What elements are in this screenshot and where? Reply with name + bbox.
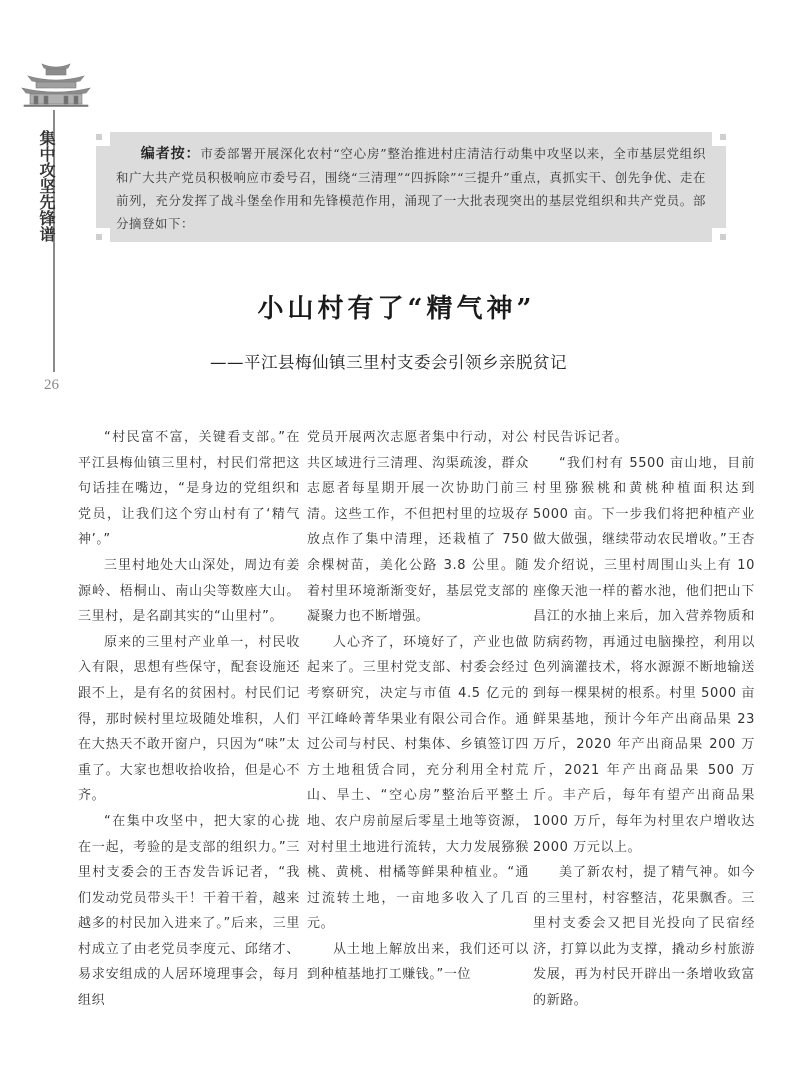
- editor-note-box: [96, 132, 726, 242]
- paragraph: 从土地上解放出来，我们还可以到种植基地打工赚钱。”一位: [307, 941, 529, 983]
- paragraph: 人心齐了，环境好了，产业也做起来了。三里村党支部、村委会经过考察研究，决定与市值 4.5 亿元的平江峰岭菁华果业有限公司合作。通过公司与村民、村集体、乡镇签订四方土地租赁合同，充分利用全村荒山、旱土、“空心房”整治后平整土地、农户房前屋后零星土地等资源，对村里土地进行流转，大力发展猕猴桃、黄桃、柑橘等鲜果种植业。“通过流转土地，一亩地多收入了几百元。: [307, 634, 529, 932]
- paragraph: 党员开展两次志愿者集中行动，对公共区域进行三清理、沟渠疏浚，群众志愿者每星期开展一次协助门前三清。这些工作，不但把村里的垃圾存放点作了集中清理，还栽植了 750 余棵树苗，美化公路 3.8 公里。随着村里环境渐渐变好，基层党支部的凝聚力也不断增强。: [307, 430, 529, 625]
- article-subtitle: ——平江县梅仙镇三里村支委会引领乡亲脱贫记: [210, 353, 567, 372]
- paragraph: “我们村有 5500 亩山地，目前村里猕猴桃和黄桃种植面积达到 5000 亩。下一步我们将把种植产业做大做强，继续带动农民增收。”王杏发介绍说，三里村周围山头上有 10 座像天池一样的蓄水池，他们把山下昌江的水抽上来后，加入营养物质和防病药物，再通过电脑操控，利用以色列滴灌技术，将水源源不断地输送到每一棵果树的根系。村里 5000 亩鲜果基地，预计今年产出商品果 23 万斤，2020 年产出商品果 200 万斤，2021 年产出商品果 500 万斤。丰产后，每年有望产出商品果 1000 万斤，每年为村里农户增收达 2000 万元以上。: [533, 455, 755, 855]
- editor-note-body: 市委部署开展深化农村“空心房”整治推进村庄清洁行动集中攻坚以来，全市基层党组织和广大共产党员积极响应市委号召，围绕“三清理”“四拆除”“三提升”重点，真抓实干、创先争优、走在前列，充分发挥了战斗堡垒作用和先锋模范作用，涌现了一大批表现突出的基层党组织和共产党员。部分摘登如下：: [116, 146, 706, 231]
- paragraph: 村民告诉记者。: [533, 430, 629, 445]
- paragraph: 原来的三里村产业单一，村民收入有限，思想有些保守，配套设施还跟不上，是有名的贫困村。村民们记得，那时候村里垃圾随处堆积，人们在大热天不敢开窗户，只因为“味”太重了。大家也想收拾收拾，但是心不齐。: [78, 634, 300, 804]
- paragraph: “在集中攻坚中，把大家的心拢在一起，考验的是支部的组织力。”三里村支委会的王杏发告诉记者，“我们发动党员带头干！干着干着，越来越多的村民加入进来了。”后来，三里村成立了由老党员李度元、邱绪才、易求安组成的人居环境理事会，每月组织: [78, 813, 300, 1009]
- paragraph: 美了新农村，提了精气神。如今的三里村，村容整洁，花果飘香。三里村支委会又把目光投向了民宿经济，打算以此为支撑，撬动乡村旅游发展，再为村民开辟出一条增收致富的新路。: [533, 865, 755, 1009]
- article-column-2: [307, 425, 529, 988]
- pavilion-icon: [18, 58, 94, 112]
- article-column-3: [533, 425, 755, 1014]
- article-title: 小山村有了“精气神”: [257, 294, 536, 324]
- paragraph: “村民富不富，关键看支部。”在平江县梅仙镇三里村，村民们常把这句话挂在嘴边，“是身边的党组织和党员，让我们这个穷山村有了‘精气神’。”: [78, 430, 300, 548]
- page-number: 26: [44, 377, 59, 393]
- editor-note-text: [116, 142, 706, 235]
- paragraph: 三里村地处大山深处，周边有姜源岭、梧桐山、南山尖等数座大山。三里村，是名副其实的“山里村”。: [78, 557, 300, 625]
- article-column-1: [78, 425, 300, 1014]
- section-title: 集中攻坚先锋谱: [37, 130, 56, 242]
- editor-note-label: 编者按：: [140, 146, 201, 162]
